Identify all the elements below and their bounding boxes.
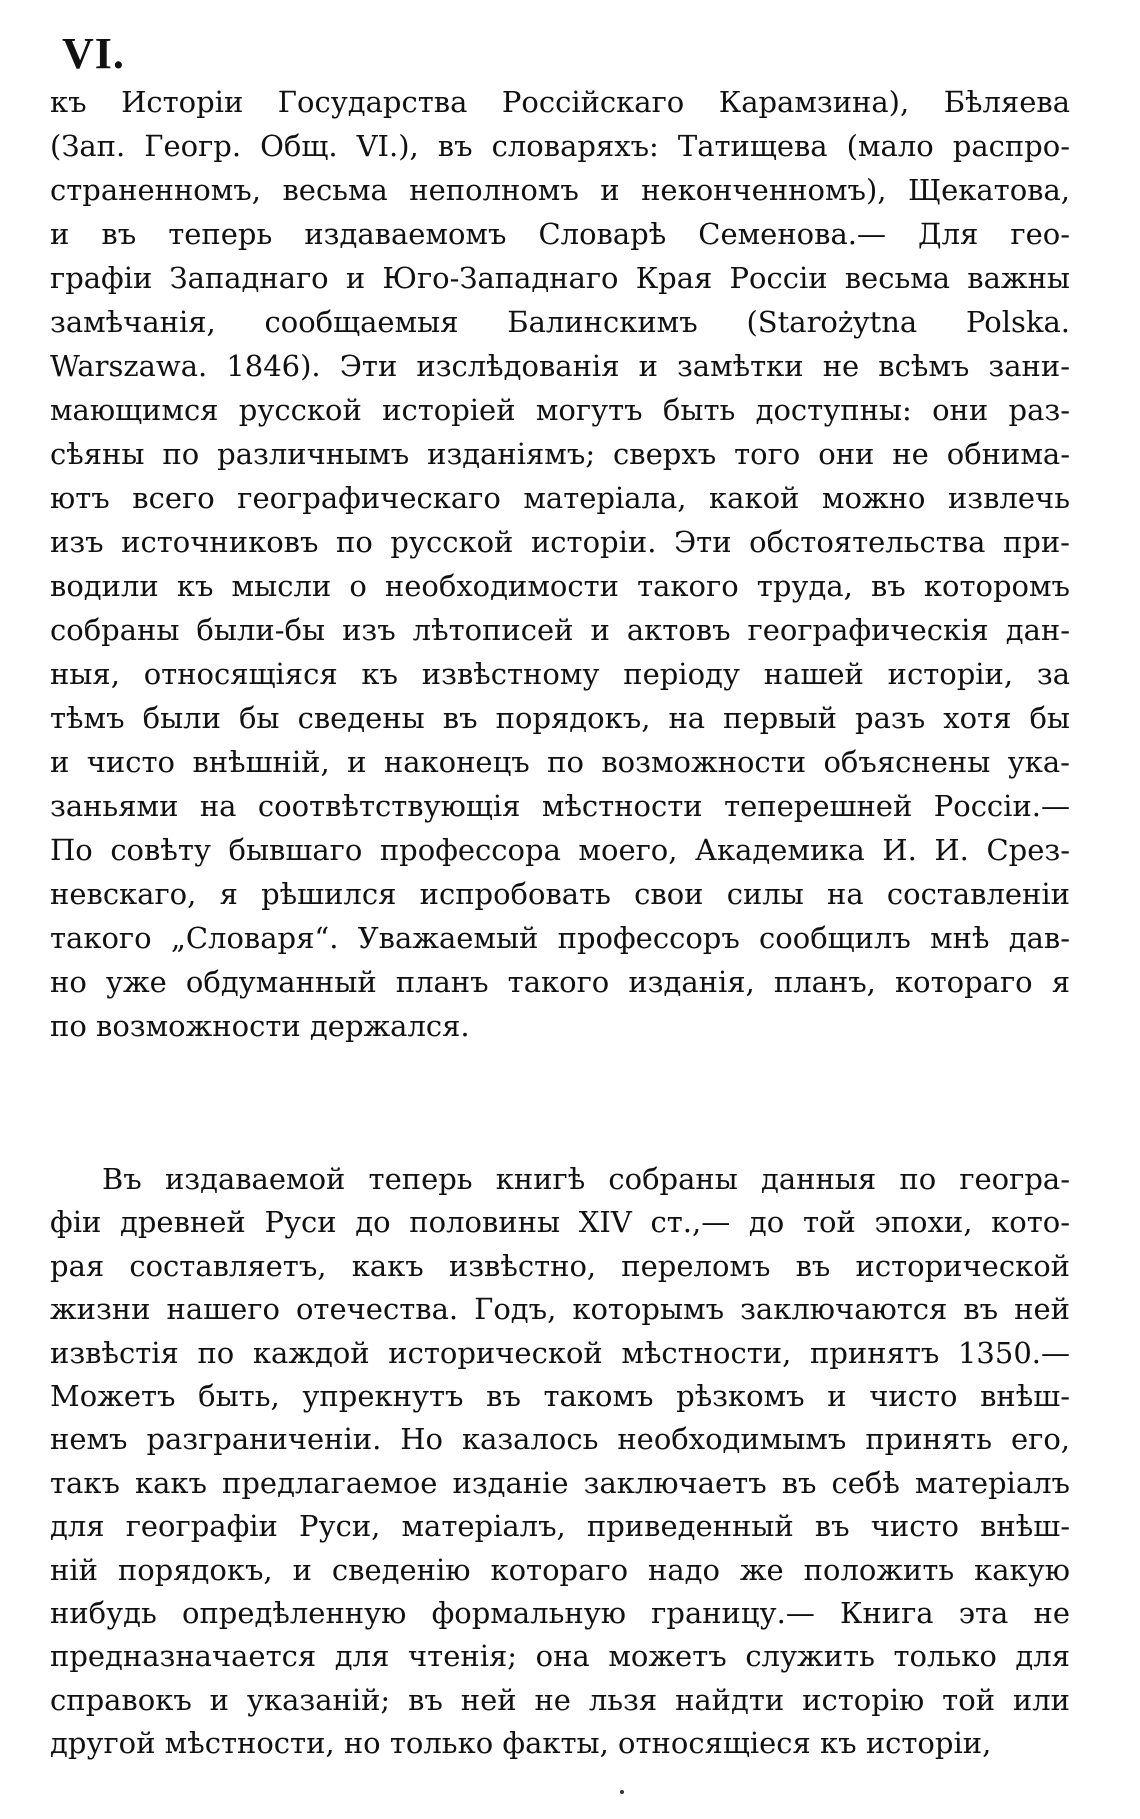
paragraph-1-line: ютъ всего географическаго матеріала, какой можно извлечь [50, 481, 1070, 515]
paragraph-2-line: справокъ и указаній; въ ней не льзя найдти исторію той или [50, 1682, 1070, 1717]
paragraph-2-line: фіи древней Руси до половины XIV ст.,— до той эпохи, кото- [50, 1205, 1070, 1240]
paragraph-1-line: заньями на соотвѣтствующія мѣстности теперешней Россіи.— [50, 789, 1070, 823]
paragraph-1-line: и чисто внѣшній, и наконецъ по возможности объяснены ука- [50, 745, 1070, 779]
paragraph-2-line: немъ разграниченіи. Но казалось необходимымъ принять его, [50, 1422, 1070, 1457]
paragraph-1-line: ныя, относящіяся къ извѣстному періоду нашей исторіи, за [50, 657, 1070, 691]
paragraph-2-line: такъ какъ предлагаемое изданіе заключаетъ въ себѣ матеріалъ [50, 1465, 1070, 1500]
paragraph-1-line: невскаго, я рѣшился испробовать свои силы на составленіи [50, 877, 1070, 911]
paragraph-2-line: жизни нашего отечества. Годъ, которымъ заключаются въ ней [50, 1292, 1070, 1327]
paragraph-2-line: Можетъ быть, упрекнутъ въ такомъ рѣзкомъ и чисто внѣш- [50, 1379, 1070, 1413]
page-number: VI. [62, 29, 125, 78]
paragraph-1-line: По совѣту бывшаго профессора моего, Академика И. И. Срез- [50, 833, 1070, 867]
paragraph-1-line: такого „Словаря“. Уважаемый профессоръ сообщилъ мнѣ дав- [50, 921, 1070, 955]
paragraph-1-line: и въ теперь издаваемомъ Словарѣ Семенова.— Для гео- [50, 217, 1070, 251]
paragraph-2-line: рая составляетъ, какъ извѣстно, переломъ въ исторической [50, 1248, 1070, 1283]
paragraph-1-line: сѣяны по различнымъ изданіямъ; сверхъ того они не обнима- [50, 437, 1070, 471]
paragraph-2-line: предназначается для чтенія; она можетъ служить только для [50, 1639, 1070, 1674]
paragraph-1-line: графіи Западнаго и Юго-Западнаго Края Россіи весьма важны [50, 261, 1070, 295]
paragraph-1-line: къ Исторіи Государства Россійскаго Карамзина), Бѣляева [50, 85, 1070, 119]
paragraph-1-line: собраны были-бы изъ лѣтописей и актовъ географическія дан- [50, 613, 1070, 647]
paragraph-1-line: (Зап. Геогр. Общ. VI.), въ словаряхъ: Татищева (мало распро- [50, 129, 1070, 163]
paragraph-1-line: водили къ мысли о необходимости такого труда, въ которомъ [50, 569, 1070, 603]
paragraph-1-line: тѣмъ были бы сведены въ порядокъ, на первый разъ хотя бы [50, 701, 1070, 735]
paragraph-2-line: нибудь опредѣленную формальную границу.— Книга эта не [50, 1596, 1070, 1630]
paragraph-2-line: ній порядокъ, и сведенію котораго надо же положить какую [50, 1552, 1070, 1587]
paragraph-1-line: мающимся русской исторіей могутъ быть доступны: они раз- [50, 393, 1070, 427]
paragraph-1-line: Warszawa. 1846). Эти изслѣдованія и замѣтки не всѣмъ зани- [50, 349, 1070, 383]
paragraph-1-line: но уже обдуманный планъ такого изданія, планъ, котораго я [50, 965, 1070, 999]
paragraph-1-line: страненномъ, весьма неполномъ и неконченномъ), Щекатова, [50, 173, 1070, 207]
paragraph-2-line: другой мѣстности, но только факты, относящіеся къ исторіи, [50, 1726, 992, 1761]
scan-speck [620, 1790, 624, 1794]
paragraph-2-line: для географіи Руси, матеріалъ, приведенный въ чисто внѣш- [50, 1509, 1070, 1544]
paragraph-1-line: по возможности держался. [50, 1009, 470, 1043]
paragraph-2-line: Въ издаваемой теперь книгѣ собраны данныя по геогра- [102, 1162, 1070, 1196]
paragraph-1-line: замѣчанія, сообщаемыя Балинскимъ (Starożytna Polska. [50, 305, 1070, 339]
paragraph-2-line: извѣстія по каждой исторической мѣстности, принятъ 1350.— [50, 1335, 1070, 1370]
paragraph-1-line: изъ источниковъ по русской исторіи. Эти обстоятельства при- [50, 525, 1070, 559]
